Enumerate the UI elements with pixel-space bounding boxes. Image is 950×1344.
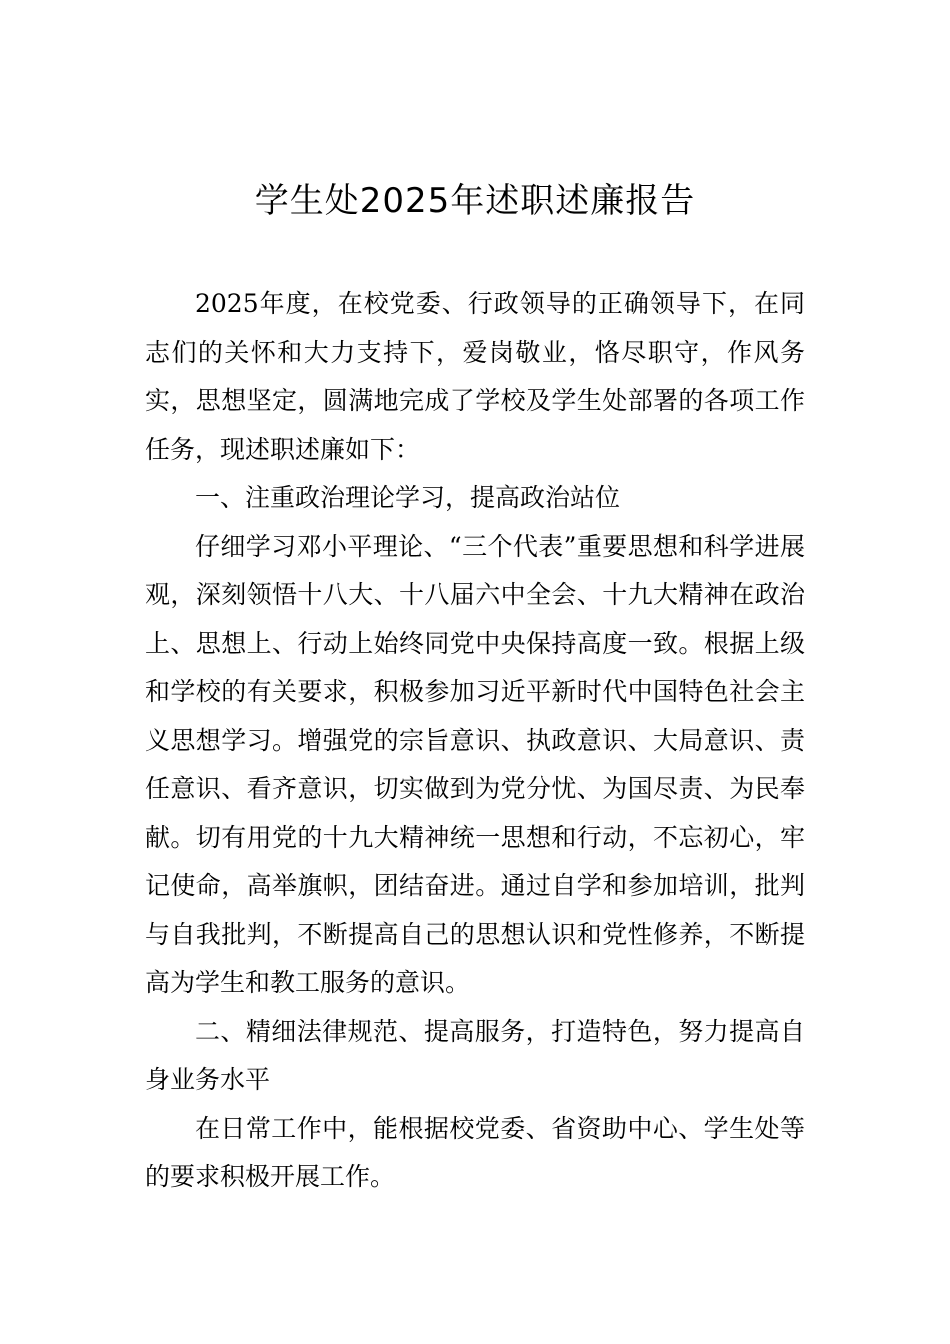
- paragraph-section-2: 在日常工作中，能根据校党委、省资助中心、学生处等的要求积极开展工作。: [145, 1113, 805, 1191]
- section-heading-2: 二、精细法律规范、提高服务，打造特色，努力提高自身业务水平: [145, 1016, 805, 1094]
- paragraph-intro: 2025年度，在校党委、行政领导的正确领导下，在同志们的关怀和大力支持下，爱岗敬业，恪尽职守，作风务实，思想坚定，圆满地完成了学校及学生处部署的各项工作任务，现述职述廉如下：: [145, 289, 805, 464]
- section-heading-1: 一、注重政治理论学习，提高政治站位: [195, 483, 621, 512]
- document-body: [145, 280, 805, 1202]
- paragraph-section-1: 仔细学习邓小平理论、“三个代表”重要思想和科学进展观，深刻领悟十八大、十八届六中全会、十九大精神在政治上、思想上、行动上始终同党中央保持高度一致。根据上级和学校的有关要求，积极参加习近平新时代中国特色社会主义思想学习。增强党的宗旨意识、执政意识、大局意识、责任意识、看齐意识，切实做到为党分忧、为国尽责、为民奉献。切有用党的十九大精神统一思想和行动，不忘初心，牢记使命，高举旗帜，团结奋进。通过自学和参加培训，批判与自我批判，不断提高自己的思想认识和党性修养，不断提高为学生和教工服务的意识。: [145, 531, 805, 997]
- document-title: 学生处2025年述职述廉报告: [254, 181, 696, 221]
